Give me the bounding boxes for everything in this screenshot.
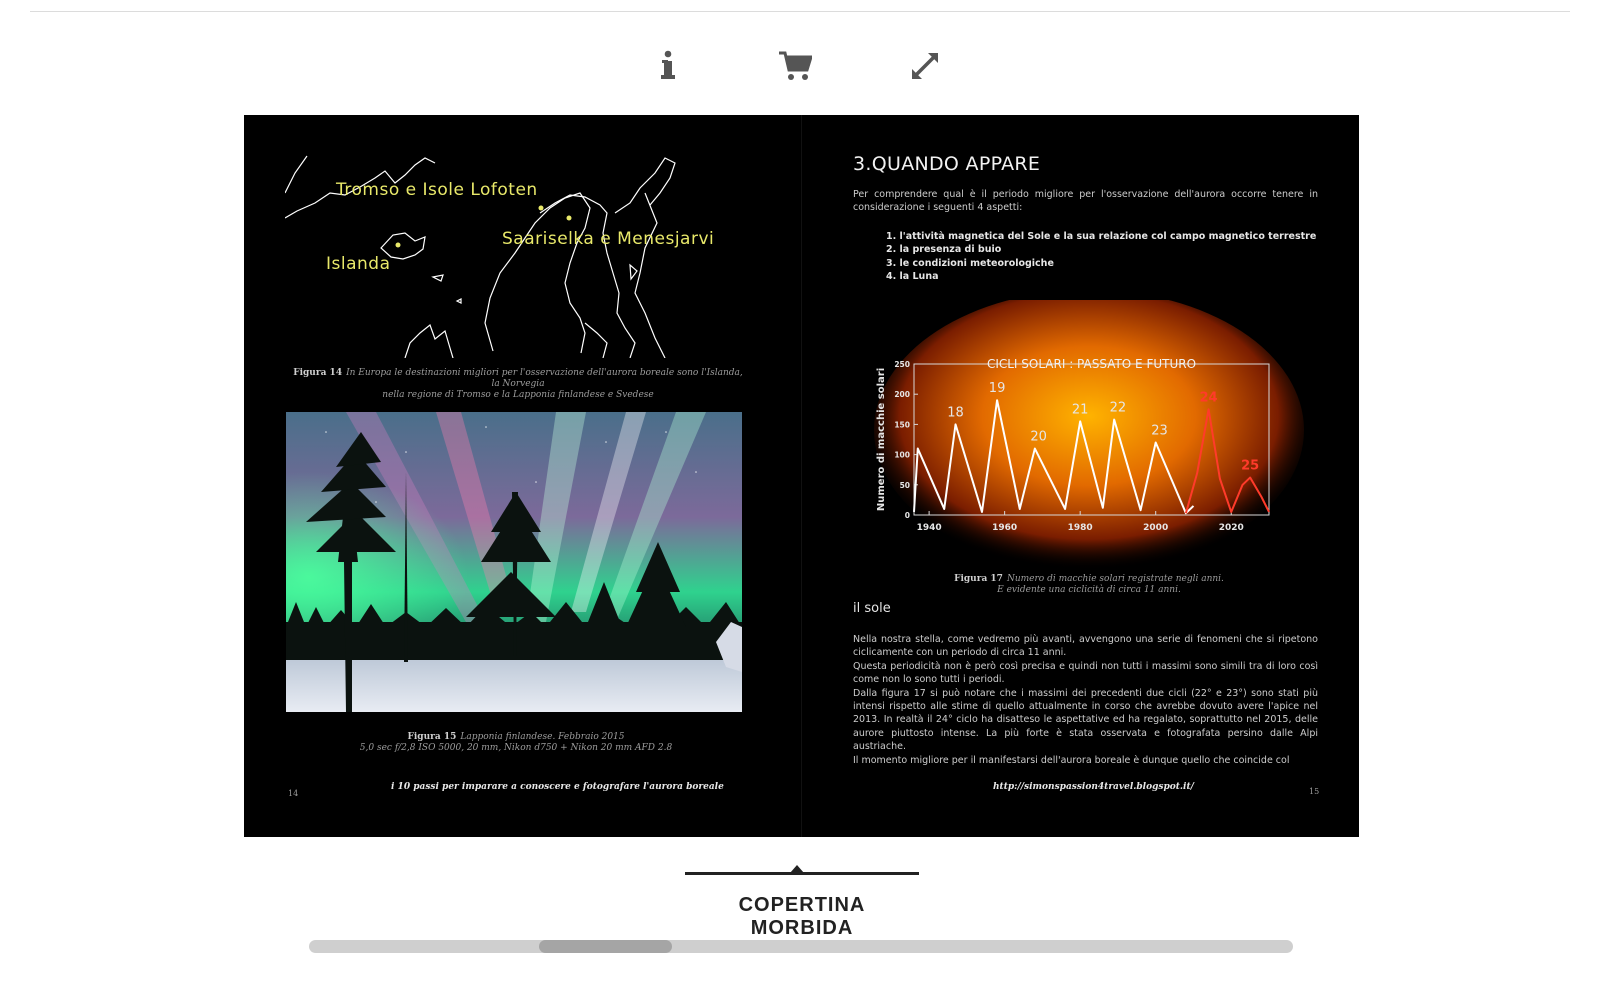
aurora-forest-image <box>286 412 742 712</box>
body-paragraph: Questa periodicità non è però così precisa e quindi non tutti i massimi sono simili tra di loro così come non lo sono tutti i periodi. <box>853 660 1318 686</box>
aurora-photo <box>286 412 742 712</box>
map-label-saariselka: Saariselka e Menesjarvi <box>502 229 715 249</box>
figure14-line2: nella regione di Tromso e la Lapponia finlandese e Svedese <box>382 390 654 400</box>
chart-x-tick-label: 1980 <box>1067 523 1093 533</box>
chart-cycle-label: 24 <box>1199 390 1218 406</box>
cart-icon <box>778 51 812 81</box>
chart-title: CICLI SOLARI : PASSATO E FUTURO <box>986 357 1197 371</box>
subsection-title: il sole <box>853 601 891 616</box>
chart-y-tick-label: 200 <box>894 390 910 400</box>
chart-x-tick-label: 2000 <box>1143 523 1169 533</box>
figure17-number: Figura 17 <box>954 574 1003 584</box>
chart-cycle-label: 20 <box>1030 429 1047 445</box>
fullscreen-button[interactable] <box>902 46 948 86</box>
page-number-right: 15 <box>1309 787 1320 796</box>
edition-option-soft-cover[interactable]: COPERTINA MORBIDA <box>738 894 866 939</box>
scandinavia-map <box>285 153 745 358</box>
cart-button[interactable] <box>772 46 818 86</box>
left-page-footer: i 10 passi per imparare a conoscere e fotografare l'aurora boreale <box>391 782 724 792</box>
chart-x-tick-label: 2020 <box>1218 523 1244 533</box>
body-paragraph: Il momento migliore per il manifestarsi dell'aurora boreale è dunque quello che coincide col <box>853 754 1290 766</box>
list-item: 4. la Luna <box>886 271 939 283</box>
figure14-line1: In Europa le destinazioni migliori per l'osservazione dell'aurora boreale sono l'Islanda, la Norvegia <box>346 368 743 389</box>
section-title: 3.QUANDO APPARE <box>853 153 1041 175</box>
figure15-caption <box>288 732 744 754</box>
chart-y-tick-label: 150 <box>894 420 910 430</box>
chart-y-tick-label: 100 <box>894 450 910 460</box>
top-divider <box>30 11 1570 12</box>
chart-y-axis-label: Numero di macchie solari <box>876 367 887 512</box>
chart-cycle-label: 25 <box>1241 458 1260 474</box>
chart-cycle-label: 21 <box>1071 402 1089 418</box>
figure15-line2: 5,0 sec f/2,8 ISO 5000, 20 mm, Nikon d750 + Nikon 20 mm AFD 2.8 <box>359 743 673 753</box>
map-label-islanda: Islanda <box>326 254 391 274</box>
map-label-tromso: Tromso e Isole Lofoten <box>336 180 538 200</box>
page-number-left: 14 <box>288 789 299 798</box>
chart-x-tick-label: 1960 <box>992 523 1018 533</box>
expand-icon <box>910 51 940 81</box>
figure14-caption <box>288 368 748 401</box>
figure17-line2: E evidente una ciclicità di circa 11 anni. <box>997 585 1181 595</box>
figure15-line1: Lapponia finlandese. Febbraio 2015 <box>460 732 625 742</box>
chart-cycle-label: 23 <box>1151 423 1168 439</box>
chart-cycle-label: 19 <box>988 381 1006 397</box>
scrollbar-thumb[interactable] <box>539 940 672 953</box>
body-paragraph: Dalla figura 17 si può notare che i massimi dei precedenti due cicli (22° e 23°) sono stati più intensi rispetto alle stime di quello attualmente in corso che avrebbe dovuto avere l'apice nel 2013. In realtà il 24° ciclo ha disatteso le aspettative ed ha regalato, soprattutto nel 2015, delle aurore piuttosto intense. La più forte è stata osservata e fotografata persino dalle Alpi austriache. <box>853 687 1318 753</box>
book-spread[interactable] <box>244 115 1359 837</box>
figure15-number: Figura 15 <box>407 732 457 742</box>
solar-cycles-chart <box>874 300 1304 570</box>
figure17-caption <box>844 574 1334 596</box>
chart-cycle-label: 22 <box>1109 400 1127 416</box>
spread-gutter <box>801 115 802 837</box>
chart-y-tick-label: 0 <box>904 511 910 520</box>
aspects-list <box>886 230 1316 284</box>
info-button[interactable] <box>645 46 691 86</box>
list-item: 1. l'attività magnetica del Sole e la sua relazione col campo magnetico terrestre <box>886 231 1317 242</box>
list-item: 2. la presenza di buio <box>886 244 1002 256</box>
chart-x-tick-label: 1940 <box>916 523 942 533</box>
right-page-footer: http://simonspassion4travel.blogspot.it/ <box>993 782 1194 792</box>
body-paragraph: Nella nostra stella, come vedremo più avanti, avvengono una serie di fenomeni che si ripetono ciclicamente con un periodo di circa 11 anni. <box>853 634 1318 659</box>
figure17-line1: Numero di macchie solari registrate negli anni. <box>1006 574 1224 584</box>
info-icon <box>661 50 675 82</box>
body-text <box>853 633 1318 767</box>
edition-indicator-caret <box>790 865 804 873</box>
chart-y-tick-label: 250 <box>894 360 910 369</box>
horizontal-scrollbar[interactable] <box>309 940 1293 953</box>
chart-y-tick-label: 50 <box>899 480 910 490</box>
figure14-number: Figura 14 <box>293 368 343 378</box>
chart-cycle-label: 18 <box>947 405 964 421</box>
intro-paragraph: Per comprendere qual è il periodo migliore per l'osservazione dell'aurora occorre tenere in considerazione i seguenti 4 aspetti: <box>853 189 1318 214</box>
list-item: 3. le condizioni meteorologiche <box>886 257 1054 269</box>
